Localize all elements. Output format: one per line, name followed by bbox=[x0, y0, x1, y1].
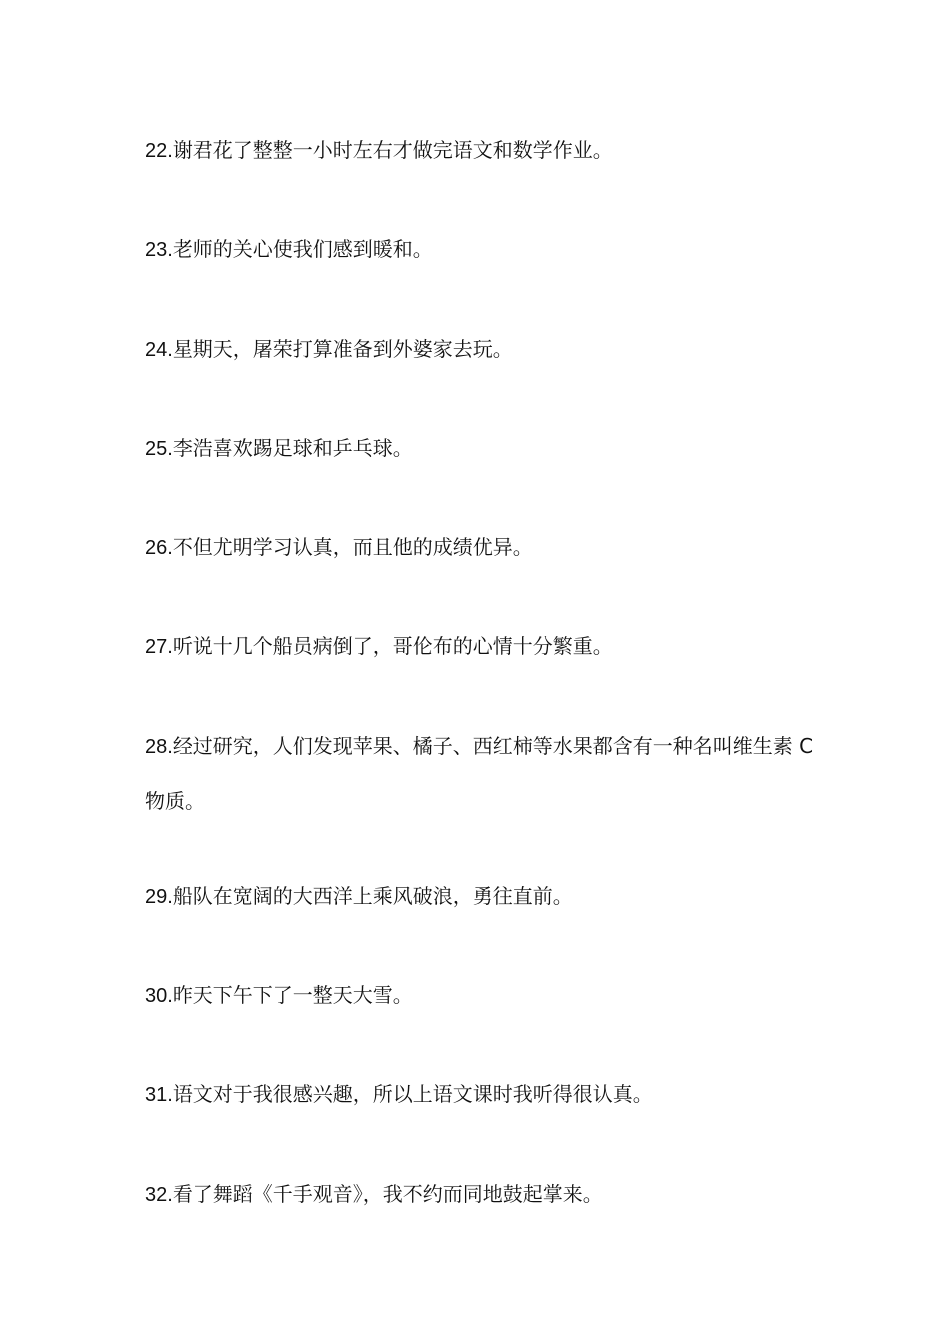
item-number: 25. bbox=[145, 438, 173, 460]
item-text: 谢君花了整整一小时左右才做完语文和数学作业。 bbox=[172, 138, 613, 162]
item-text: 船队在宽阔的大西洋上乘风破浪，勇往直前。 bbox=[172, 884, 573, 908]
sentence-24 bbox=[145, 322, 825, 377]
sentence-28 bbox=[145, 719, 825, 828]
sentence-27 bbox=[145, 619, 825, 674]
sentence-32 bbox=[145, 1167, 825, 1222]
sentence-23 bbox=[145, 222, 825, 277]
sentence-30 bbox=[145, 968, 825, 1023]
item-text: 语文对于我很感兴趣，所以上语文课时我听得很认真。 bbox=[172, 1082, 653, 1106]
item-text: 不但尤明学习认真，而且他的成绩优异。 bbox=[172, 535, 533, 559]
item-text: 昨天下午下了一整天大雪。 bbox=[172, 983, 413, 1007]
item-number: 23. bbox=[145, 239, 173, 261]
item-text: 看了舞蹈《千手观音》，我不约而同地鼓起掌来。 bbox=[172, 1182, 603, 1206]
item-text: 经过研究，人们发现苹果、橘子、西红柿等水果都含有一种名叫维生素 C 物质。 bbox=[145, 734, 814, 813]
item-number: 26. bbox=[145, 537, 173, 559]
sentence-22 bbox=[145, 123, 825, 178]
item-text: 李浩喜欢踢足球和乒乓球。 bbox=[172, 436, 413, 460]
item-number: 32. bbox=[145, 1184, 173, 1206]
sentence-29 bbox=[145, 869, 825, 924]
item-text: 星期天，屠荣打算准备到外婆家去玩。 bbox=[172, 337, 513, 361]
item-text: 听说十几个船员病倒了，哥伦布的心情十分繁重。 bbox=[172, 634, 613, 658]
item-text: 老师的关心使我们感到暖和。 bbox=[172, 237, 433, 261]
item-number: 31. bbox=[145, 1084, 173, 1106]
item-number: 24. bbox=[145, 339, 173, 361]
sentence-25 bbox=[145, 421, 825, 476]
item-number: 29. bbox=[145, 886, 173, 908]
sentence-26 bbox=[145, 520, 825, 575]
sentence-31 bbox=[145, 1067, 825, 1122]
item-number: 27. bbox=[145, 636, 173, 658]
item-number: 28. bbox=[145, 736, 173, 758]
item-number: 30. bbox=[145, 985, 173, 1007]
item-number: 22. bbox=[145, 140, 173, 162]
